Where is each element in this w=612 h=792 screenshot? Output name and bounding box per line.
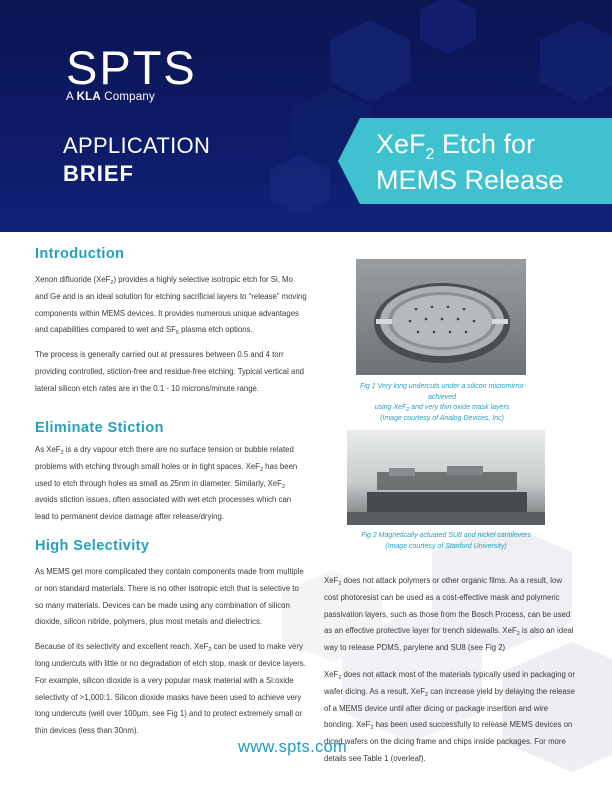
section-eliminate-stiction [35,420,307,526]
polymers-paragraph: XeF$_2$ does not attack polymers or other organic films. As a result, low cost photoresist can be used as a cost-effective mask and polymeric passivation layers, such as those from the Bosch Process, can be used as an effective protective layer for trench sidewalls. XeF$_2$ is also an ideal way to release PDMS, parylene and SU8 (see Fig 2) [324,576,574,653]
figure-2-caption [352,531,540,552]
logo-wordmark: SPTS [66,41,197,94]
introduction-paragraph-1: Xenon difluoride (XeF$_2$) provides a highly selective isotropic etch for Si, Mo and Ge and is an ideal solution for etching sacrificial layers to “release” moving components within MEMS devices. It provides numerous unique advantages and capabilities compared to wet and $SF_6$ plasma etch options. [35,275,307,337]
section-introduction [35,246,307,398]
document-title [376,126,564,198]
figure-1-caption-line3: (Image courtesy of Analog Devices, Inc) [380,414,504,422]
logo-sub-suffix: Company [100,91,155,103]
selectivity-paragraph-1: As MEMS get more complicated they contain components made from multiple or non standard materials. There is no other isotropic etch that is selective to so many materials. Devices can be made using any combination of silicon dioxide, silicon nitride, polymers, plus most metals and dielectrics. [35,567,304,627]
spts-logo [66,41,197,103]
figure-1-caption-line2: using XeF$_2$ and very thin oxide mask layers [374,404,510,413]
title-line2: MEMS Release [376,165,564,195]
selectivity-paragraph-2: Because of its selectivity and excellent reach, XeF$_2$ can be used to make very long undercuts with little or no degradation of etch stop, mask or device layers. For example, silicon dioxide is a very popular mask material with a Si:oxide selectivity of >1,000:1. Silicon dioxide masks have been used to achieve very long undercuts (well over 100µm, see Fig 1) and to protect extremely small or thin devices (less than 30nm). [35,642,306,736]
section-high-selectivity [35,538,307,740]
selectivity-heading: High Selectivity [35,538,150,554]
stiction-paragraph: As XeF$_2$ is a dry vapour etch there are no surface tension or bubble related problems with etching through small holes or in tight spaces. XeF$_2$ has been used to etch through holes as small as 25nm in diameter. Similarly, XeF$_2$ avoids stiction issues, often associated with wet etch processes which can lead to permanent device damage after release/drying. [35,445,298,522]
figure-1-image [356,259,526,375]
micromirror-photo [356,259,526,375]
packaging-paragraph: XeF$_2$ does not attack most of the materials typically used in packaging or wafer dicing. As a result, XeF$_2$ can increase yield by delaying the release of a MEMS device until after dicing or package insertion and wire bonding. XeF$_2$ has been used successfully to release MEMS devices on diced wafers on the dicing frame and chips inside packages. For more details see Table 1 (overleaf). [324,669,575,763]
cantilever-photo [347,430,545,525]
figure-1-caption-line1: Fig 1 Very long undercuts under a silicon micromirror achieved [360,383,524,401]
figure-1-caption [352,382,532,424]
figure-2-caption-line1: Fig 2 Magnetically actuated SU8 and nickel cantilevers [361,532,531,539]
logo-sub-bold: KLA [76,91,101,103]
introduction-heading: Introduction [35,246,125,262]
document-type-line1: APPLICATION [63,133,211,158]
website-link[interactable]: www.spts.com [238,738,348,756]
document-type [63,133,210,189]
right-column-text [324,573,576,768]
figure-2-caption-line2: (Image courtesy of Stanford University) [385,542,507,550]
introduction-paragraph-2: The process is generally carried out at pressures between 0.5 and 4 torr providing controlled, stiction-free and residue-free etching. Typical vertical and lateral silicon etch rates are in the 0.1 - 10 microns/minute range. [35,350,304,393]
stiction-heading: Eliminate Stiction [35,420,164,436]
logo-sub-prefix: A [66,91,77,103]
document-type-line2: BRIEF [63,161,134,186]
title-line1: XeF$_2$ Etch for [376,129,535,163]
figure-2-image [347,430,545,525]
